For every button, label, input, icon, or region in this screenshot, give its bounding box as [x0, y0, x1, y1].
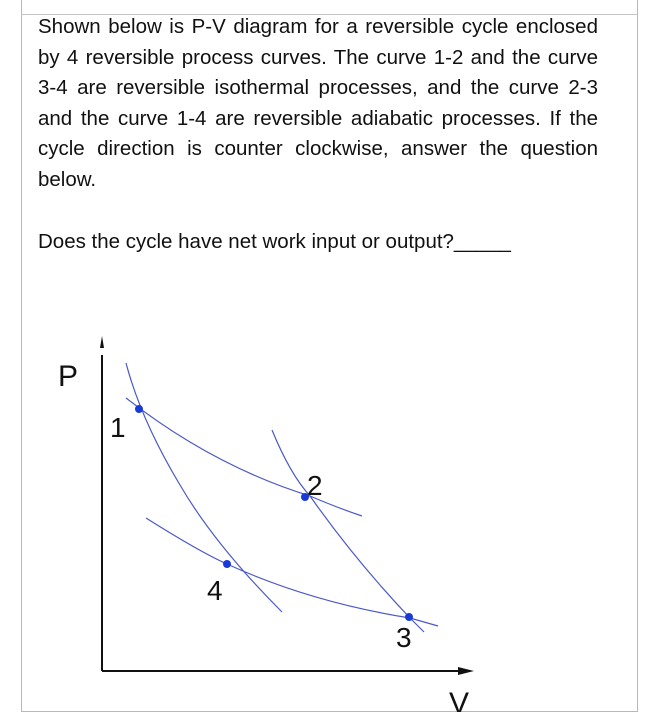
x-axis-arrowhead — [458, 667, 474, 675]
state-label-1: 1 — [110, 412, 126, 443]
y-axis-arrowhead — [100, 336, 104, 348]
question-prompt: Does the cycle have net work input or output?_____ — [38, 230, 511, 253]
question-text: Shown below is P-V diagram for a reversible cycle enclosed by 4 reversible process curves. The curve 1-2 and the curve 3-4 are reversible isothermal processes, and the curve 2-3 and the curve 1-4 are reversible adiabatic processes. If the cycle direction is counter clockwise, answer the question below. — [38, 15, 598, 191]
curve-isotherm-1-2 — [126, 398, 362, 516]
state-point-3 — [405, 613, 413, 621]
curve-adiabat-2-3 — [272, 430, 424, 632]
state-point-4 — [223, 560, 231, 568]
y-axis-label: P — [58, 360, 79, 393]
state-label-2: 2 — [307, 470, 323, 501]
state-label-3: 3 — [396, 622, 412, 653]
state-point-1 — [135, 405, 143, 413]
state-label-4: 4 — [207, 575, 223, 606]
x-axis-label: V — [449, 687, 470, 712]
curve-adiabat-1-4 — [126, 363, 282, 612]
curve-isotherm-3-4 — [146, 518, 438, 626]
